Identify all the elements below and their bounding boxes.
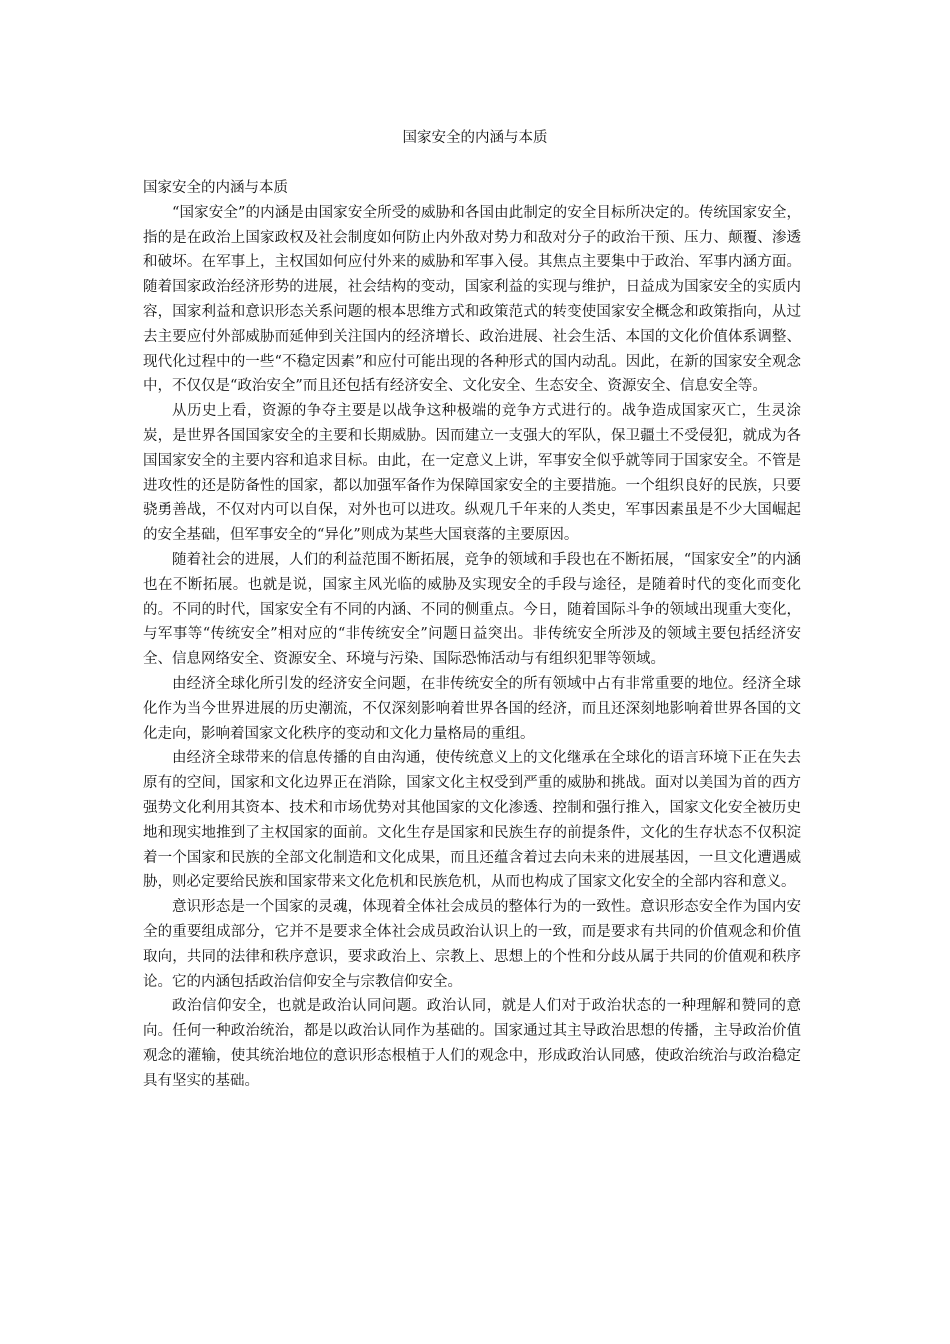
paragraph-1: “国家安全”的内涵是由国家安全所受的威胁和各国由此制定的安全目标所决定的。传统国家安全，指的是在政治上国家政权及社会制度如何防止内外敌对势力和敌对分子的政治干预、压力、颠覆、渗透和破坏。在军事上，主权国如何应付外来的威胁和军事入侵。其焦点主要集中于政治、军事内涵方面。随着国家政治经济形势的进展，社会结构的变动，国家利益的实现与维护，日益成为国家安全的实质内容，国家利益和意识形态关系问题的根本思维方式和政策范式的转变使国家安全概念和政策指向，从过去主要应付外部威胁而延伸到关注国内的经济增长、政治进展、社会生活、本国的文化价值体系调整、现代化过程中的一些“不稳定因素”和应付可能出现的各种形式的国内动乱。因此，在新的国家安全观念中，不仅仅是“政治安全”而且还包括有经济安全、文化安全、生态安全、资源安全、信息安全等。 [143,204,801,395]
paragraph-6: 意识形态是一个国家的灵魂，体现着全体社会成员的整体行为的一致性。意识形态安全作为国内安全的重要组成部分，它并不是要求全体社会成员政治认识上的一致，而是要求有共同的价值观念和价值取向，共同的法律和秩序意识，要求政治上、宗教上、思想上的个性和分歧从属于共同的价值观和秩序论。它的内涵包括政治信仰安全与宗教信仰安全。 [143,899,801,990]
paragraph-3: 随着社会的进展，人们的利益范围不断拓展，竞争的领域和手段也在不断拓展，“国家安全”的内涵也在不断拓展。也就是说，国家主风光临的威胁及实现安全的手段与途径，是随着时代的变化而变化的。不同的时代，国家安全有不同的内涵、不同的侧重点。今日，随着国际斗争的领域出现重大变化，与军事等“传统安全”相对应的“非传统安全”问题日益突出。非传统安全所涉及的领域主要包括经济安全、信息网络安全、资源安全、环境与污染、国际恐怖活动与有组织犯罪等领域。 [143,551,801,668]
paragraph-5: 由经济全球带来的信息传播的自由沟通，使传统意义上的文化继承在全球化的语言环境下正在失去原有的空间，国家和文化边界正在消除，国家文化主权受到严重的威胁和挑战。面对以美国为首的西方强势文化利用其资本、技术和市场优势对其他国家的文化渗透、控制和强行推入，国家文化安全被历史地和现实地推到了主权国家的面前。文化生存是国家和民族生存的前提条件，文化的生存状态不仅积淀着一个国家和民族的全部文化制造和文化成果，而且还蕴含着过去向未来的进展基因，一旦文化遭遇威胁，则必定要给民族和国家带来文化危机和民族危机，从而也构成了国家文化安全的全部内容和意义。 [143,750,801,891]
section-heading: 国家安全的内涵与本质 [143,180,288,196]
paragraph-4: 由经济全球化所引发的经济安全问题，在非传统安全的所有领域中占有非常重要的地位。经济全球化作为当今世界进展的历史潮流，不仅深刻影响着世界各国的经济，而且还深刻地影响着世界各国的文化走向，影响着国家文化秩序的变动和文化力量格局的重组。 [143,675,801,742]
document-title: 国家安全的内涵与本质 [402,130,548,146]
paragraph-2: 从历史上看，资源的争夺主要是以战争这种极端的竞争方式进行的。战争造成国家灭亡，生灵涂炭，是世界各国国家安全的主要和长期威胁。因而建立一支强大的军队，保卫疆土不受侵犯，就成为各国国家安全的主要内容和追求目标。由此，在一定意义上讲，军事安全似乎就等同于国家安全。不管是进攻性的还是防备性的国家，都以加强军备作为保障国家安全的主要措施。一个组织良好的民族，只要骁勇善战，不仅对内可以自保，对外也可以进攻。纵观几千年来的人类史，军事因素虽是不少大国崛起的安全基础，但军事安全的“异化”则成为某些大国衰落的主要原因。 [143,403,801,544]
document-body [143,176,801,1093]
paragraph-7: 政治信仰安全，也就是政治认同问题。政治认同，就是人们对于政治状态的一种理解和赞同的意向。任何一种政治统治，都是以政治认同作为基础的。国家通过其主导政治思想的传播，主导政治价值观念的灌输，使其统治地位的意识形态根植于人们的观念中，形成政治认同感，使政治统治与政治稳定具有坚实的基础。 [143,998,801,1089]
